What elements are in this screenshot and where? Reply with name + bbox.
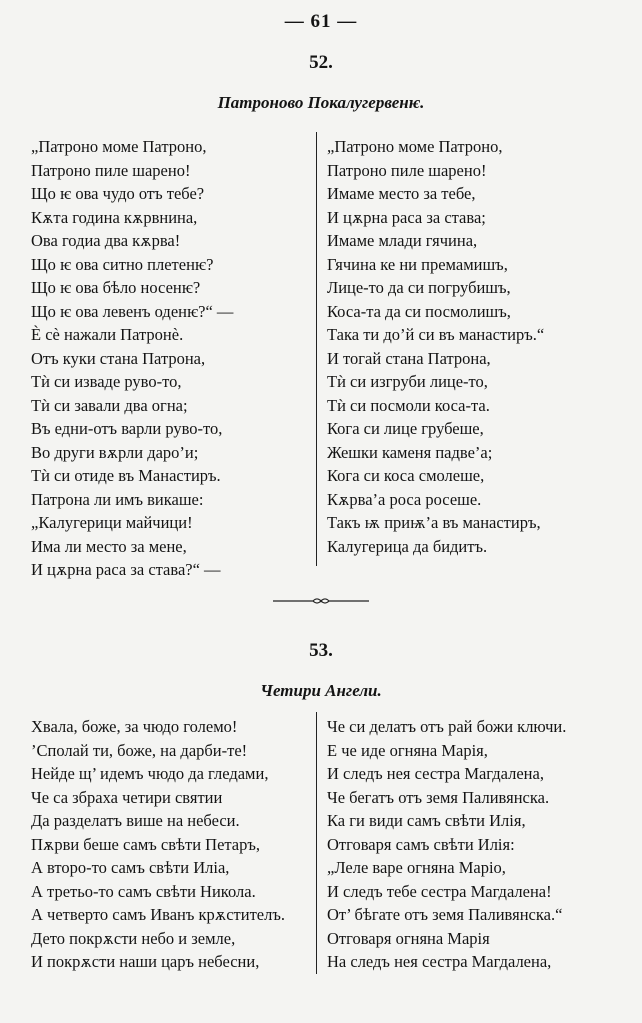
poem-52-left-column [31,135,233,582]
verse-line: Така ти до’й си въ манастиръ.“ [327,325,545,344]
verse-line: Коса-та да си посмолишъ, [327,301,511,321]
verse-line: Що ѥ ова левенъ оденѥ?“ — [31,301,234,321]
verse-line: Кога си лице грубеше, [327,419,484,438]
verse-line: И покрѫсти наши царъ небесни, [31,952,260,971]
verse-line: Отговаря огняна Марія [327,928,490,948]
verse-line: Че са збраха четири святии [31,787,223,807]
verse-line: Тѝ си завали два огна; [31,395,188,415]
ornament-divider [273,597,369,605]
verse-line: Пѫрви беше самъ свѣти Петаръ, [31,834,261,854]
verse-line: „Патроно моме Патроно, [327,137,503,156]
verse-line: Тѝ си отиде въ Манастиръ. [31,466,221,485]
poem-title-52: Патроново Покалугервенѥ. [217,93,425,112]
verse-line: Такъ ѭ приѭ’а въ манастиръ, [327,513,541,532]
verse-line: А второ-то самъ свѣти Иліа, [31,858,230,877]
poem-53-right-column [327,715,566,974]
poem-53-left-column [31,715,285,974]
verse-line: И цѫрна раса за става?“ — [31,560,221,579]
verse-line: Имаме млади гячина, [327,231,478,250]
verse-line: Нейде щ’ идемъ чюдо да гледами, [31,764,269,783]
verse-line: На следъ нея сестра Магдалена, [327,952,552,971]
verse-line: Во други вѫрли даро’и; [31,442,199,462]
verse-line: Тѝ си посмоли коса-та. [327,395,490,415]
verse-line: Кѫта година кѫрвнина, [31,207,198,227]
poem-number-52: 52. [309,52,333,73]
poem-title-53: Четири Ангели. [260,681,382,700]
verse-line: Патрона ли имъ викаше: [31,489,204,509]
verse-line: Имаме место за тебе, [327,184,476,203]
verse-line: Що ѥ ова бѣло носенѥ? [31,278,201,297]
verse-line: Кѫрва’а роса росеше. [327,489,482,509]
verse-line: А третьо-то самъ свѣти Никола. [31,881,256,901]
verse-line: Да разделатъ више на небеси. [31,811,240,830]
verse-line: Тѝ си изваде руво-то, [31,372,182,391]
verse-line: Що ѥ ова ситно плетенѥ? [31,254,214,274]
verse-line: Жешки каменя падве’а; [327,442,493,462]
verse-line: И следъ тебе сестра Магдалена! [327,881,552,901]
verse-line: Че бегатъ отъ земя Паливянска. [327,787,550,807]
verse-line: От’ бѣгате отъ земя Паливянска.“ [327,905,563,924]
poem-52-right-column [327,135,544,558]
verse-line: Отъ куки стана Патрона, [31,348,206,368]
verse-line: „Калугерици майчици! [31,513,193,532]
verse-line: Ѐ сѐ нажали Патронѐ. [31,325,184,344]
verse-line: ’Сполай ти, боже, на дарби-те! [31,740,248,760]
verse-line: Ка ги види самъ свѣти Илія, [327,811,526,830]
verse-line: Хвала, боже, за чюдо големо! [31,717,238,736]
verse-line: Е че иде огняна Марія, [327,740,488,760]
verse-line: Ова годиа два кѫрва! [31,231,181,250]
verse-line: И цѫрна раса за става; [327,207,486,227]
verse-line: Тѝ си изгруби лице-то, [327,372,488,391]
verse-line: Калугерица да бидитъ. [327,536,488,556]
verse-line: Дето покрѫсти небо и земле, [31,928,236,948]
verse-line: А четверто самъ Иванъ крѫстителъ. [31,905,285,924]
column-divider [316,132,317,566]
page-number: — 61 — [284,11,358,32]
verse-line: Че си делатъ отъ рай божи ключи. [327,717,567,736]
verse-line: „Леле варе огняна Маріо, [327,858,506,877]
verse-line: Патроно пиле шарено! [327,160,487,180]
verse-line: Кога си коса смолеше, [327,466,485,485]
verse-line: Гячина ке ни премамишъ, [327,254,508,274]
verse-line: Отговаря самъ свѣти Илія: [327,834,515,854]
verse-line: Има ли место за мене, [31,536,187,556]
verse-line: И следъ нея сестра Магдалена, [327,764,544,783]
verse-line: Патроно пиле шарено! [31,160,191,180]
verse-line: Лице-то да си погрубишъ, [327,278,511,297]
verse-line: И тогай стана Патрона, [327,348,491,368]
poem-number-53: 53. [309,640,333,661]
verse-line: „Патроно моме Патроно, [31,137,207,156]
verse-line: Въ едни-отъ варли руво-то, [31,419,223,438]
verse-line: Що ѥ ова чудо отъ тебе? [31,184,205,203]
column-divider [316,712,317,974]
